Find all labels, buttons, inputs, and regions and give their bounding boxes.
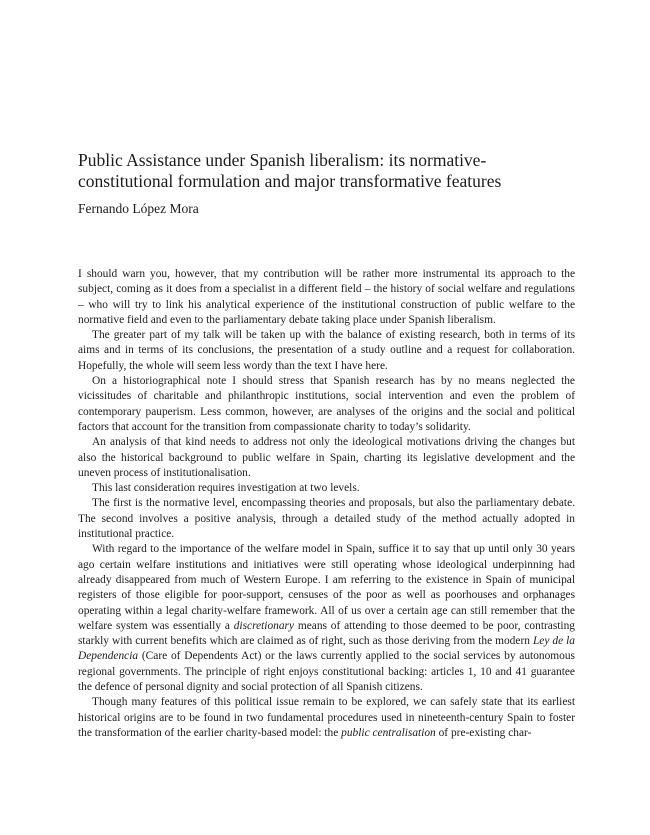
paragraph-text: The first is the normative level, encompassing theories and proposals, but also the parliamentary debate. The second involves a positive analysis, through a detailed study of the method actually adopted in institutional practice. [78, 497, 575, 541]
italic-term: public centralisation [341, 726, 436, 739]
body-paragraph [78, 496, 575, 542]
body-paragraph [78, 328, 575, 374]
paragraph-text: An analysis of that kind needs to address not only the ideological motivations driving the changes but also the historical background to public welfare in Spain, charting its legislative development and the uneven process of institutionalisation. [78, 436, 575, 479]
paragraph-text: (Care of Dependents Act) or the laws currently applied to the social services by autonomous regional governments. The principle of right enjoys constitutional backing: articles 1, 10 and 41 guarantee the defence of personal dignity and social protection of all Spanish citizens. [78, 650, 575, 694]
body-paragraph [78, 267, 575, 328]
paragraph-text: With regard to the importance of the welfare model in Spain, suffice it to say that up until only 30 years ago certain welfare institutions and initiatives were still operating whose ideological underpinning had already disappeared from much of Western Europe. I am referring to the existence in Spain of municipal registers of those eligible for poor-support, censuses of the poor as well as poorhouses and orphanages operating within a legal charity-welfare framework. All of us over a certain age can still remember that the welfare system was essentially a [78, 543, 575, 632]
italic-term: Ley de la Dependencia [78, 635, 575, 663]
article-title: Public Assistance under Spanish liberalism: its normative-constitutional formulation and major transformative features [78, 150, 502, 191]
paragraph-text: On a historiographical note I should stress that Spanish research has by no means neglected the vicissitudes of charitable and philanthropic institutions, social intervention and even the problem of contemporary pauperism. Less common, however, are analyses of the origins and the social and political factors that account for the transition from compassionate charity to today’s solidarity. [78, 375, 575, 433]
paragraph-text: I should warn you, however, that my contribution will be rather more instrumental its approach to the subject, coming as it does from a specialist in a different field – the history of social welfare and regulations – who will try to link his analytical experience of the institutional construction of public welfare to the normative field and even to the parliamentary debate taking place under Spanish liberalism. [78, 268, 575, 326]
paragraph-text: means of attending to those deemed to be poor, contrasting starkly with current benefits which are claimed as of right, such as those deriving from the modern [78, 619, 575, 648]
article-body [78, 267, 575, 741]
body-paragraph [78, 695, 575, 741]
paragraph-text: of pre-existing char- [435, 726, 532, 739]
author-name: Fernando López Mora [78, 201, 199, 216]
paragraph-text: Though many features of this political issue remain to be explored, we can safely state that its earliest historical origins are to be found in two fundamental procedures used in nineteenth-century Spain to foster the transformation of the earlier charity-based model: the [78, 696, 575, 739]
body-paragraph [78, 481, 575, 496]
italic-term: discretionary [233, 619, 295, 632]
paragraph-text: This last consideration requires investigation at two levels. [92, 482, 360, 495]
body-paragraph [78, 542, 575, 695]
body-paragraph [78, 374, 575, 435]
paragraph-text: The greater part of my talk will be taken up with the balance of existing research, both in terms of its aims and in terms of its conclusions, the presentation of a study outline and a request for collaboration. Hopefully, the whole will seem less wordy than the text I have here. [78, 329, 575, 372]
body-paragraph [78, 435, 575, 481]
